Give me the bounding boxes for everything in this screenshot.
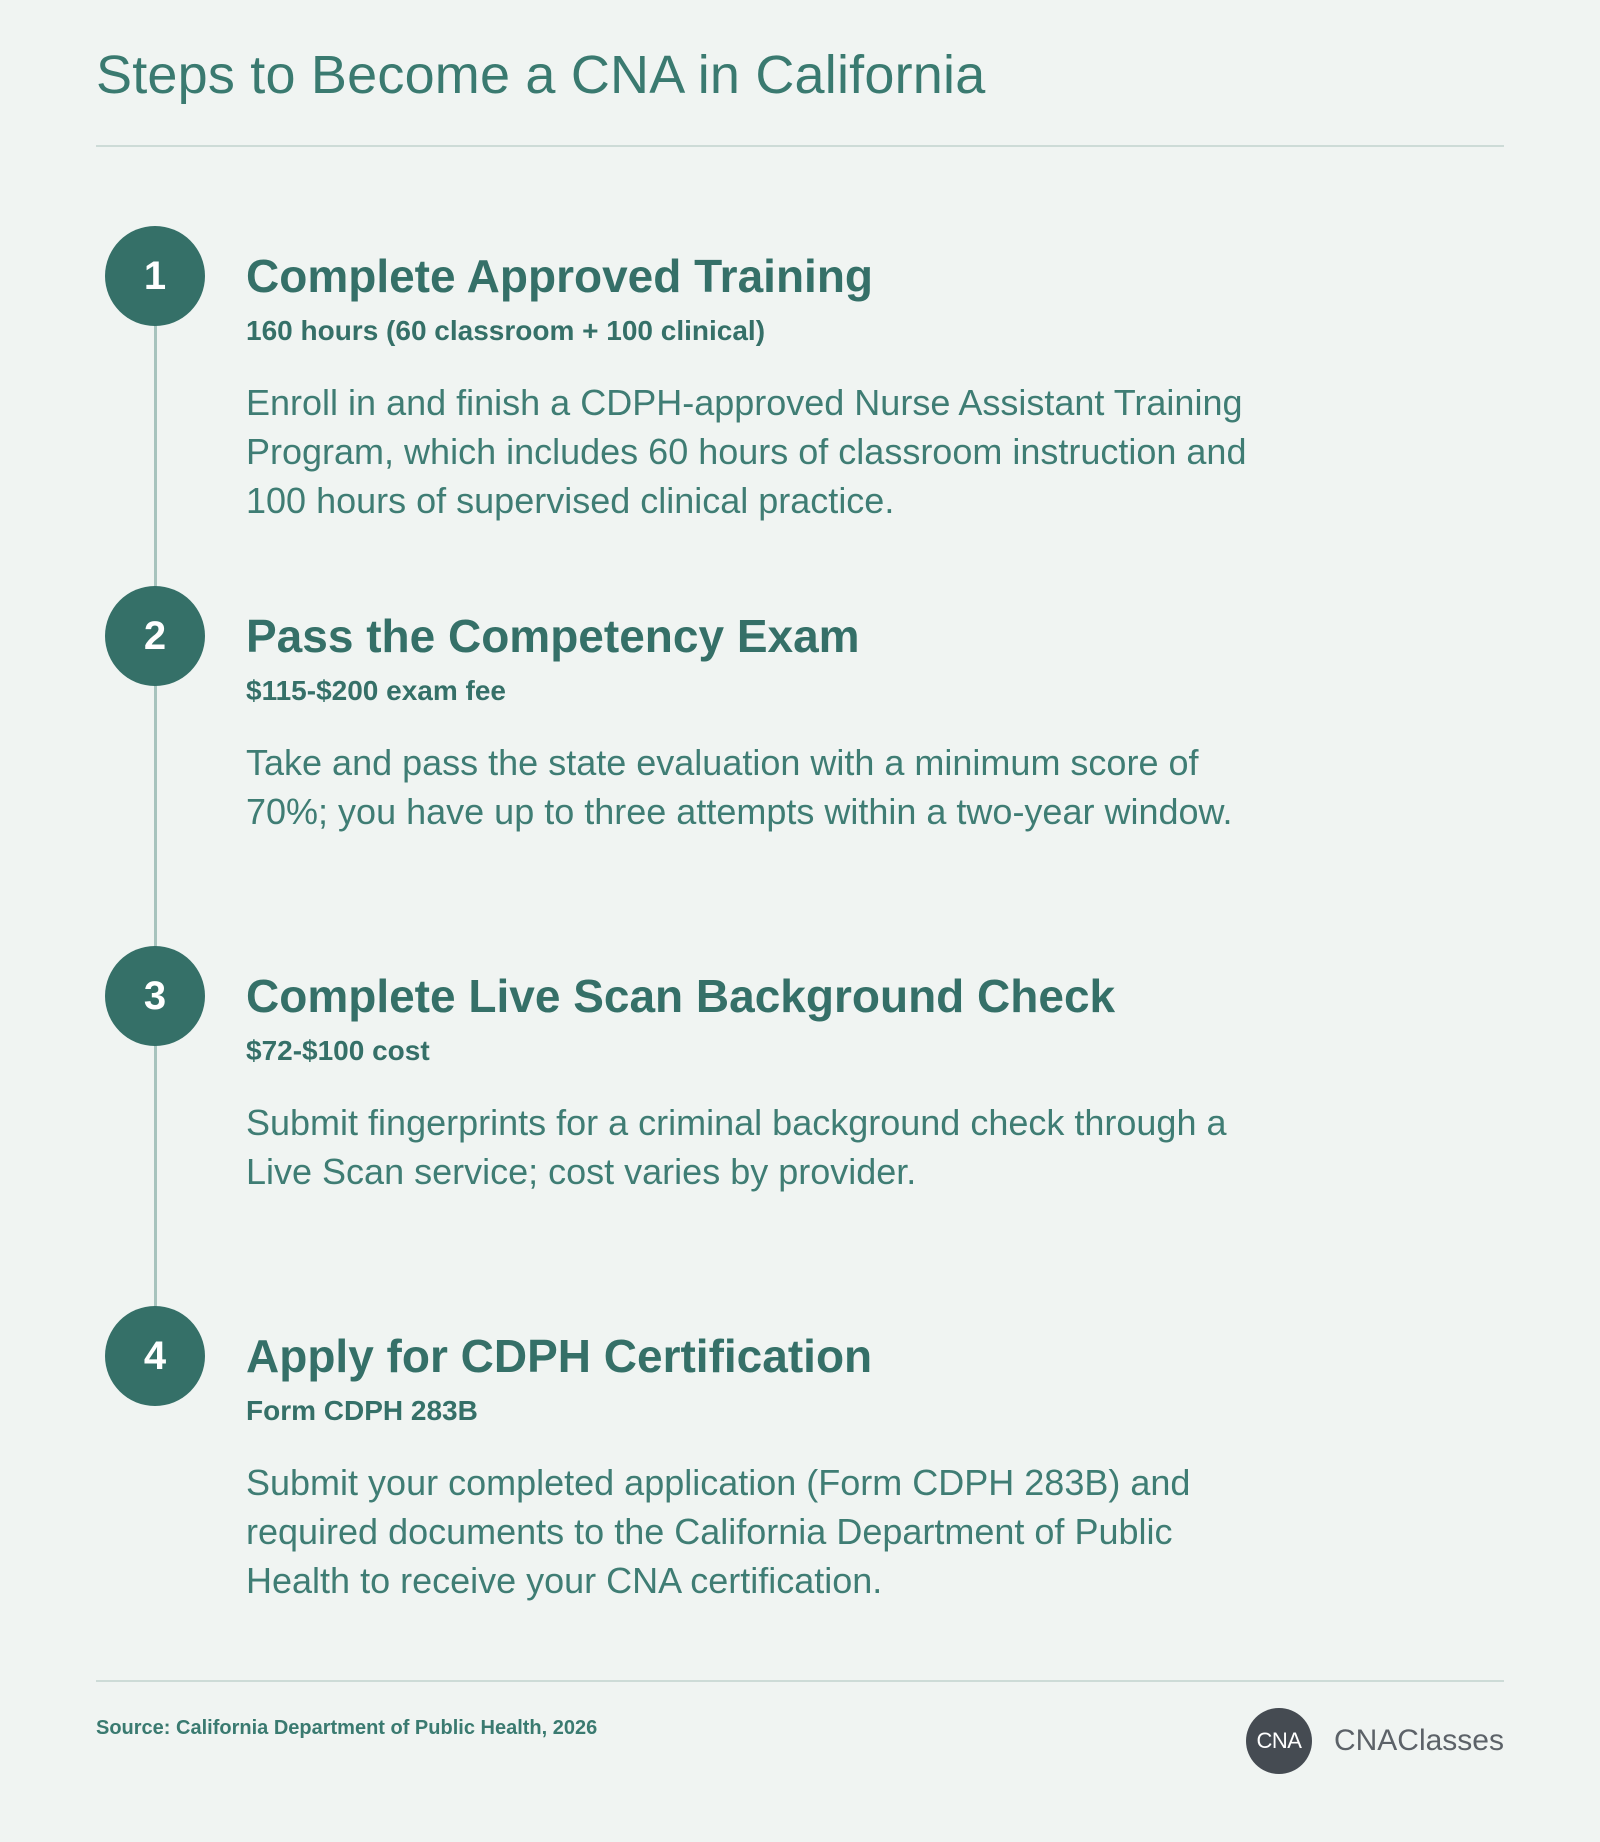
page-title: Steps to Become a CNA in California xyxy=(96,45,986,105)
step-title: Complete Approved Training xyxy=(246,250,874,302)
step-title: Complete Live Scan Background Check xyxy=(246,970,1116,1022)
step-description: Enroll in and finish a CDPH-approved Nurse Assistant Training Program, which includes 60 hours of classroom instruction and 100 hours of supervised clinical practice. xyxy=(246,382,1247,521)
step-title: Pass the Competency Exam xyxy=(246,610,860,662)
step-body xyxy=(246,968,1286,1196)
step-subtitle: $115-$200 exam fee xyxy=(246,675,506,706)
step-title: Apply for CDPH Certification xyxy=(246,1330,873,1382)
step-body xyxy=(246,1328,1286,1605)
timeline-connector xyxy=(154,276,157,1326)
step-subtitle: $72-$100 cost xyxy=(246,1035,430,1066)
step-number-badge: 2 xyxy=(105,586,205,686)
step-body xyxy=(246,608,1286,836)
step-description: Submit fingerprints for a criminal background check through a Live Scan service; cost varies by provider. xyxy=(246,1102,1227,1192)
step-description: Submit your completed application (Form CDPH 283B) and required documents to the California Department of Public Health to receive your CNA certification. xyxy=(246,1462,1191,1601)
footer-divider xyxy=(96,1680,1504,1682)
step-number-badge: 3 xyxy=(105,946,205,1046)
step-body xyxy=(246,248,1286,525)
step-number-badge: 4 xyxy=(105,1306,205,1406)
brand-lockup xyxy=(1246,1708,1504,1774)
source-citation: Source: California Department of Public Health, 2026 xyxy=(96,1717,598,1739)
brand-name: CNAClasses xyxy=(1333,1724,1504,1757)
step-subtitle: Form CDPH 283B xyxy=(246,1395,478,1426)
step-description: Take and pass the state evaluation with a minimum score of 70%; you have up to three attempts within a two-year window. xyxy=(246,742,1233,832)
title-divider xyxy=(96,145,1504,147)
brand-logo-icon: CNA xyxy=(1246,1708,1312,1774)
step-subtitle: 160 hours (60 classroom + 100 clinical) xyxy=(246,315,766,346)
step-number-badge: 1 xyxy=(105,226,205,326)
